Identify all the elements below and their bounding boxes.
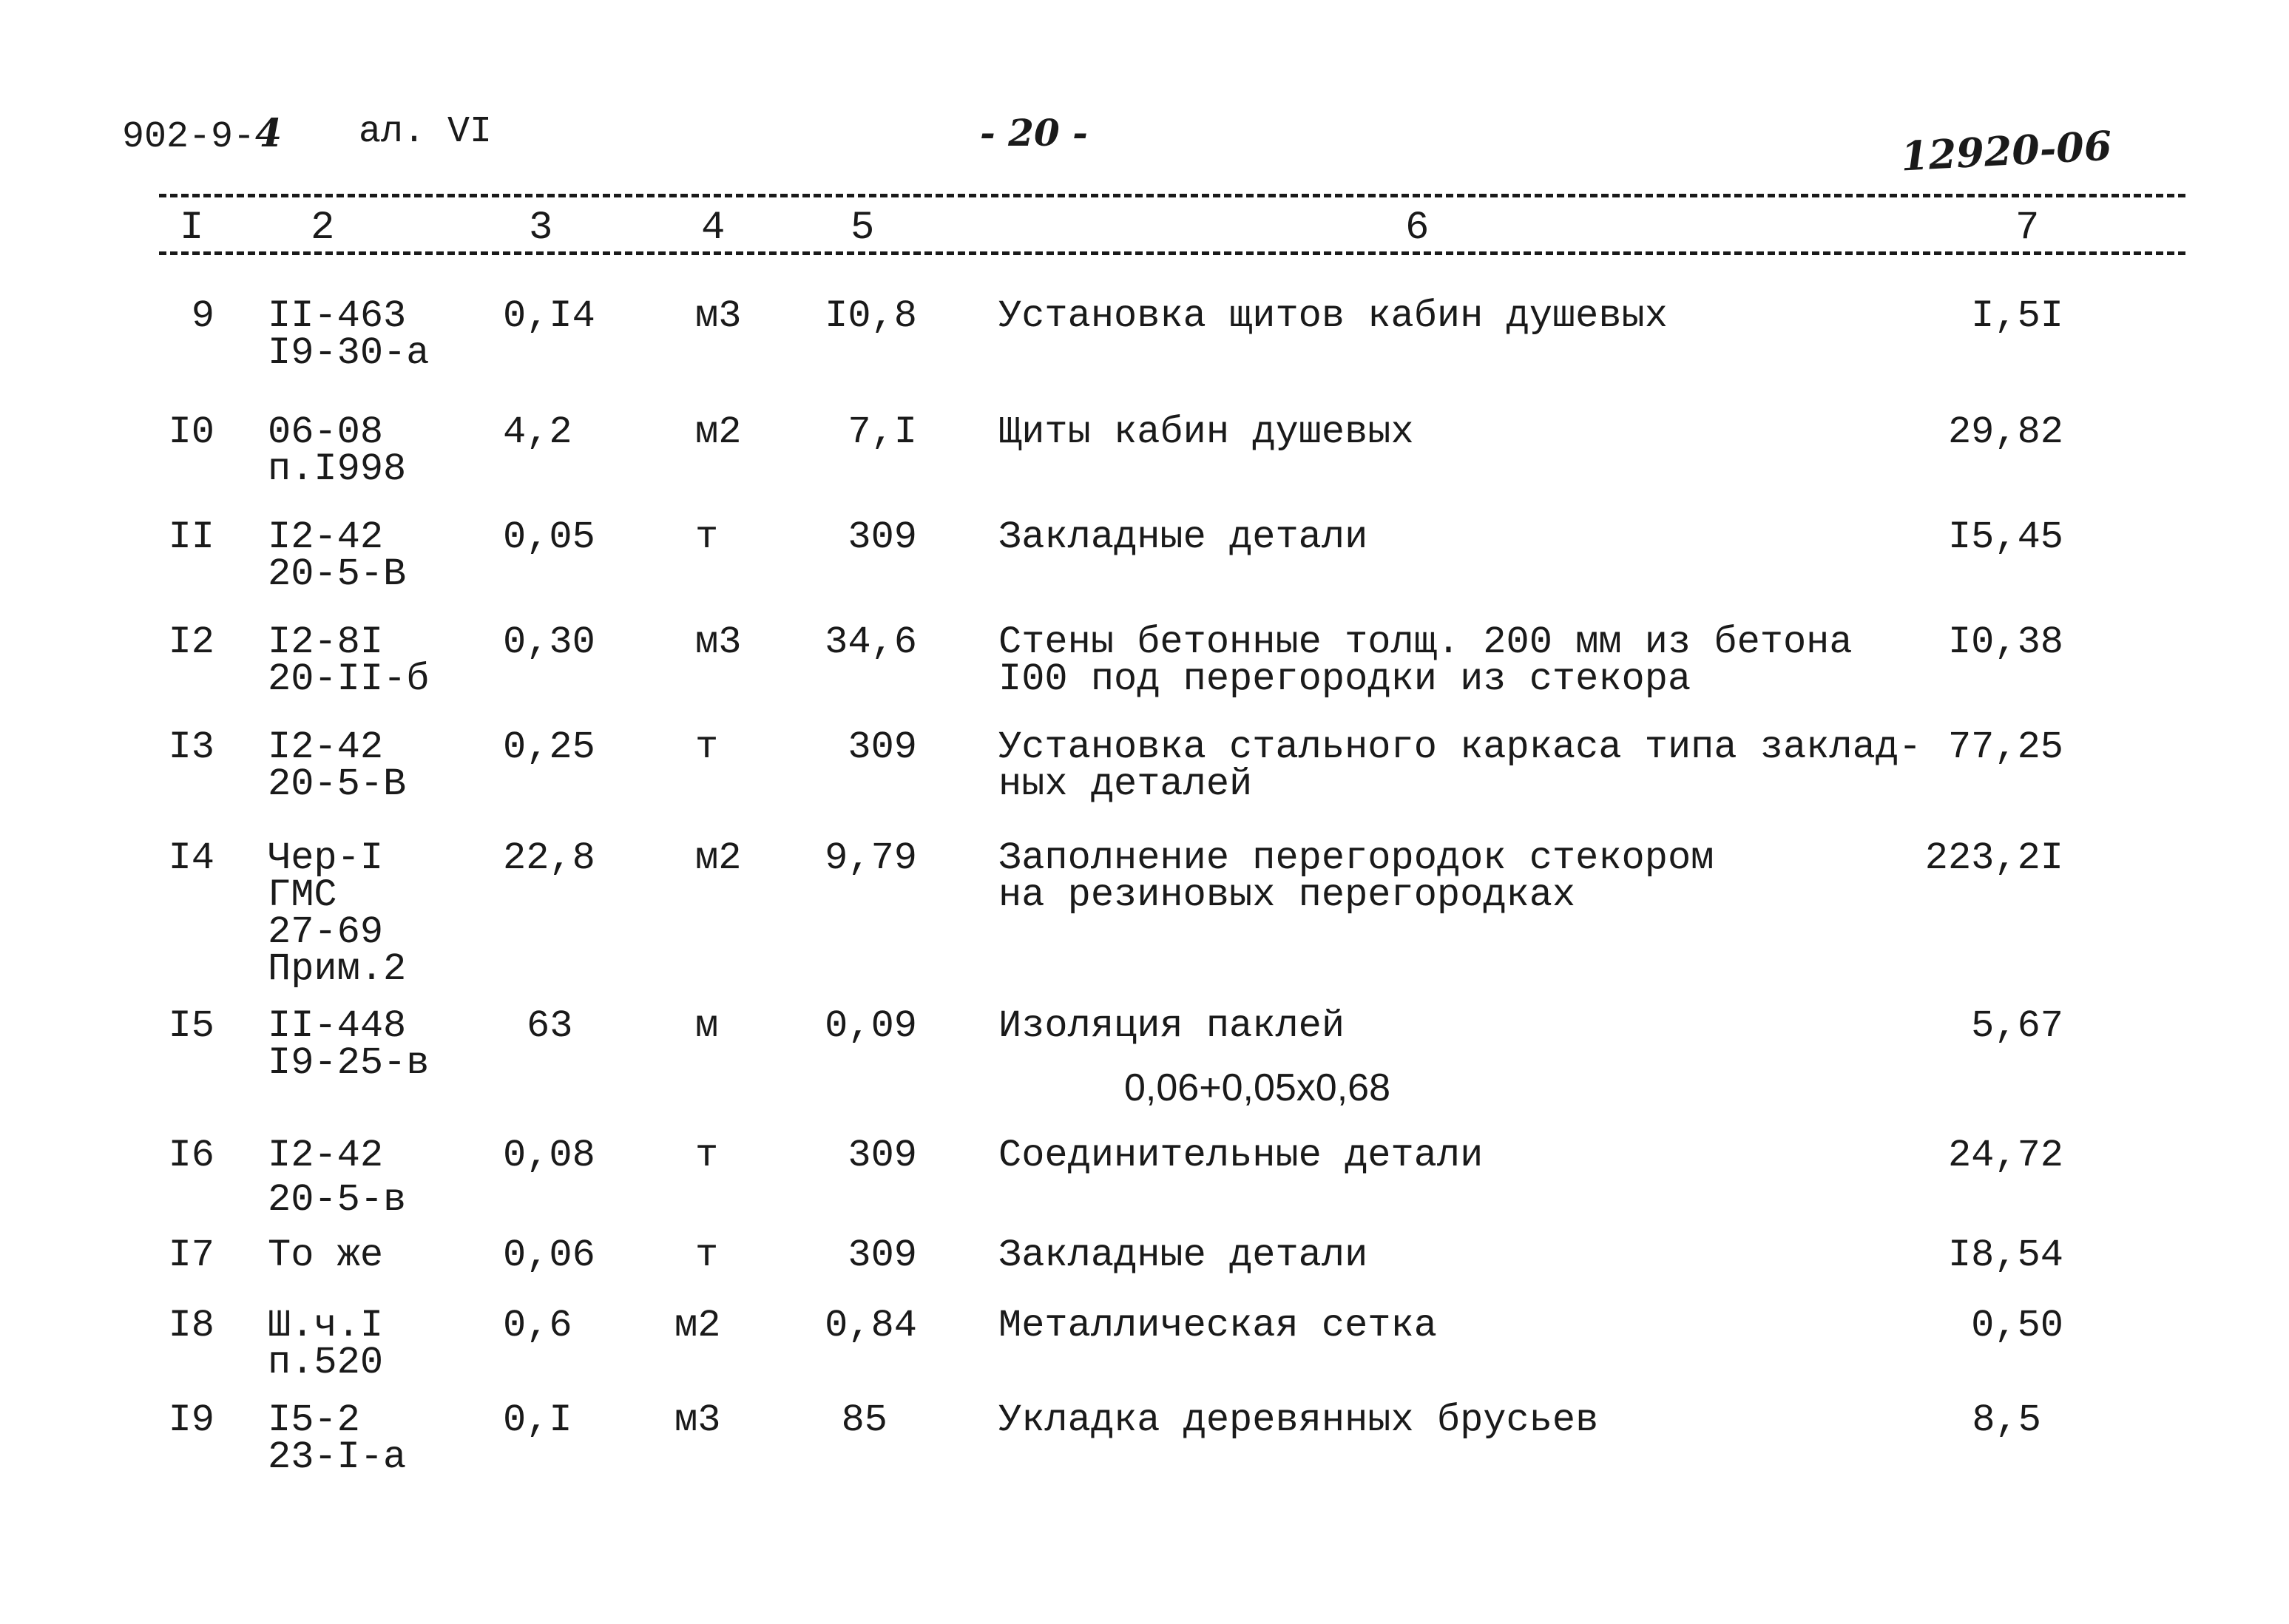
row-total: 5,67 bbox=[1971, 1004, 2063, 1048]
row-quantity: 0,08 bbox=[503, 1134, 595, 1177]
row-quantity: 0,25 bbox=[503, 725, 595, 769]
row-number: I8 bbox=[168, 1304, 214, 1347]
row-number: I6 bbox=[168, 1134, 214, 1177]
code-line: 06-08 bbox=[268, 410, 384, 454]
row-description bbox=[998, 294, 1668, 338]
code-line: 20-5-В bbox=[268, 762, 407, 806]
col-header-5: 5 bbox=[851, 206, 875, 251]
col-header-6: 6 bbox=[1405, 206, 1430, 251]
col-header-2: 2 bbox=[311, 206, 335, 251]
row-unit: т bbox=[695, 1134, 719, 1177]
row-quantity: 0,05 bbox=[503, 515, 595, 559]
row-total: 24,72 bbox=[1947, 1134, 2063, 1177]
row-description bbox=[998, 836, 1714, 917]
row-total: I0,38 bbox=[1947, 620, 2063, 664]
desc-line: I00 под перегородки из стекора bbox=[998, 657, 1691, 701]
code-line: I2-42 bbox=[268, 725, 384, 769]
row-total: I8,54 bbox=[1947, 1234, 2063, 1277]
row-unit: м3 bbox=[695, 620, 742, 664]
row-description bbox=[998, 1004, 1345, 1048]
row-quantity: 4,2 bbox=[503, 410, 572, 454]
row-quantity: 63 bbox=[527, 1004, 573, 1048]
desc-line: Укладка деревянных брусьев bbox=[998, 1398, 1599, 1442]
code-line: II-448 bbox=[268, 1004, 407, 1048]
row-code bbox=[268, 515, 407, 596]
row-description bbox=[998, 1304, 1437, 1347]
row-price: 309 bbox=[848, 1134, 917, 1177]
desc-line: Изоляция паклей bbox=[998, 1004, 1345, 1048]
code-line: п.I998 bbox=[268, 447, 407, 491]
row-code bbox=[268, 294, 430, 375]
code-line: 20-II-б bbox=[268, 657, 430, 701]
code-line: Ш.ч.I bbox=[268, 1304, 384, 1347]
row-quantity: 0,30 bbox=[503, 620, 595, 664]
row-number: I9 bbox=[168, 1398, 214, 1442]
album-label: ал. VI bbox=[359, 111, 493, 153]
code-line: То же bbox=[268, 1234, 384, 1277]
code-line: I5-2 bbox=[268, 1398, 360, 1442]
desc-line: Соединительные детали bbox=[998, 1134, 1484, 1177]
row-unit: т bbox=[695, 725, 719, 769]
page-number: - 20 - bbox=[980, 111, 1088, 155]
row-quantity: 0,I4 bbox=[503, 294, 595, 338]
code-line: I2-42 bbox=[268, 515, 384, 559]
row-unit: м2 bbox=[695, 836, 742, 880]
code-line: Прим.2 bbox=[268, 947, 407, 991]
row-description bbox=[998, 1234, 1368, 1277]
code-line: II-463 bbox=[268, 294, 407, 338]
code-line: ГМС bbox=[268, 873, 337, 917]
row-description bbox=[998, 725, 1922, 806]
code-line: 20-5-в bbox=[268, 1178, 407, 1222]
row-code bbox=[268, 620, 430, 701]
row-price: 309 bbox=[848, 515, 917, 559]
desc-line: Закладные детали bbox=[998, 515, 1368, 559]
row-code bbox=[268, 1134, 407, 1222]
row-description bbox=[998, 1134, 1484, 1177]
row-quantity: 22,8 bbox=[503, 836, 595, 880]
handwritten-stamp: 12920-06 bbox=[1899, 121, 2113, 180]
row-total: 8,5 bbox=[1972, 1398, 2041, 1442]
row-code bbox=[268, 725, 407, 806]
row-total: 77,25 bbox=[1947, 725, 2063, 769]
desc-line: Установка щитов кабин душевых bbox=[998, 294, 1668, 338]
row-price: 34,6 bbox=[825, 620, 917, 664]
header-rule-bottom bbox=[159, 251, 2185, 255]
row-code bbox=[268, 1304, 384, 1384]
doc-code bbox=[122, 111, 282, 158]
desc-line: Металлическая сетка bbox=[998, 1304, 1437, 1347]
row-code bbox=[268, 1004, 430, 1085]
row-code bbox=[268, 410, 407, 491]
row-total: 223,2I bbox=[1924, 836, 2063, 880]
row-unit: м2 bbox=[695, 410, 742, 454]
row-number: 9 bbox=[191, 294, 214, 338]
row-price: 9,79 bbox=[825, 836, 917, 880]
row-total: 29,82 bbox=[1947, 410, 2063, 454]
desc-line: Щиты кабин душевых bbox=[998, 410, 1414, 454]
desc-line: Закладные детали bbox=[998, 1234, 1368, 1277]
calculation-formula: 0,06+0,05x0,68 bbox=[1124, 1066, 1390, 1109]
row-price: 0,84 bbox=[825, 1304, 917, 1347]
row-unit: м3 bbox=[695, 294, 742, 338]
desc-line: Стены бетонные толщ. 200 мм из бетона bbox=[998, 620, 1853, 664]
col-header-3: 3 bbox=[529, 206, 553, 251]
row-price: I0,8 bbox=[825, 294, 917, 338]
row-number: I0 bbox=[168, 410, 214, 454]
row-unit: т bbox=[695, 1234, 719, 1277]
row-description bbox=[998, 515, 1368, 559]
code-line: Чер-I bbox=[268, 836, 384, 880]
row-number: I5 bbox=[168, 1004, 214, 1048]
row-number: I2 bbox=[168, 620, 214, 664]
code-line: 27-69 bbox=[268, 910, 384, 954]
code-line: I2-42 bbox=[268, 1134, 384, 1177]
row-price: 309 bbox=[848, 1234, 917, 1277]
row-quantity: 0,6 bbox=[503, 1304, 572, 1347]
code-line: п.520 bbox=[268, 1341, 384, 1384]
row-unit: т bbox=[695, 515, 719, 559]
row-number: I7 bbox=[168, 1234, 214, 1277]
col-header-7: 7 bbox=[2015, 206, 2040, 251]
row-total: I5,45 bbox=[1947, 515, 2063, 559]
row-number: I3 bbox=[168, 725, 214, 769]
row-total: 0,50 bbox=[1971, 1304, 2063, 1347]
doc-code-printed: 902-9- bbox=[122, 116, 256, 158]
header-rule-top bbox=[159, 194, 2185, 197]
code-line: I2-8I bbox=[268, 620, 384, 664]
desc-line: ных деталей bbox=[998, 762, 1253, 806]
row-unit: м2 bbox=[674, 1304, 721, 1347]
row-number: I4 bbox=[168, 836, 214, 880]
row-quantity: 0,06 bbox=[503, 1234, 595, 1277]
row-price: 309 bbox=[848, 725, 917, 769]
code-line: 23-I-а bbox=[268, 1435, 407, 1479]
row-code bbox=[268, 1398, 407, 1479]
row-price: 85 bbox=[841, 1398, 887, 1442]
row-code bbox=[268, 1234, 384, 1277]
desc-line: Установка стального каркаса типа заклад- bbox=[998, 725, 1922, 769]
desc-line: Заполнение перегородок стекором bbox=[998, 836, 1714, 880]
row-description bbox=[998, 410, 1414, 454]
col-header-4: 4 bbox=[701, 206, 726, 251]
doc-code-handwritten: 4 bbox=[255, 111, 283, 156]
row-quantity: 0,I bbox=[503, 1398, 572, 1442]
row-unit: м3 bbox=[674, 1398, 721, 1442]
row-total: I,5I bbox=[1971, 294, 2063, 338]
col-header-1: I bbox=[180, 206, 204, 251]
row-number: II bbox=[168, 515, 214, 559]
row-unit: м bbox=[695, 1004, 719, 1048]
row-description bbox=[998, 620, 1853, 701]
row-price: 0,09 bbox=[825, 1004, 917, 1048]
code-line: I9-25-в bbox=[268, 1041, 430, 1085]
code-line: 20-5-В bbox=[268, 552, 407, 596]
code-line: I9-30-а bbox=[268, 331, 430, 375]
desc-line: на резиновых перегородках bbox=[998, 873, 1576, 917]
row-price: 7,I bbox=[848, 410, 917, 454]
row-description bbox=[998, 1398, 1599, 1442]
row-code bbox=[268, 836, 407, 991]
